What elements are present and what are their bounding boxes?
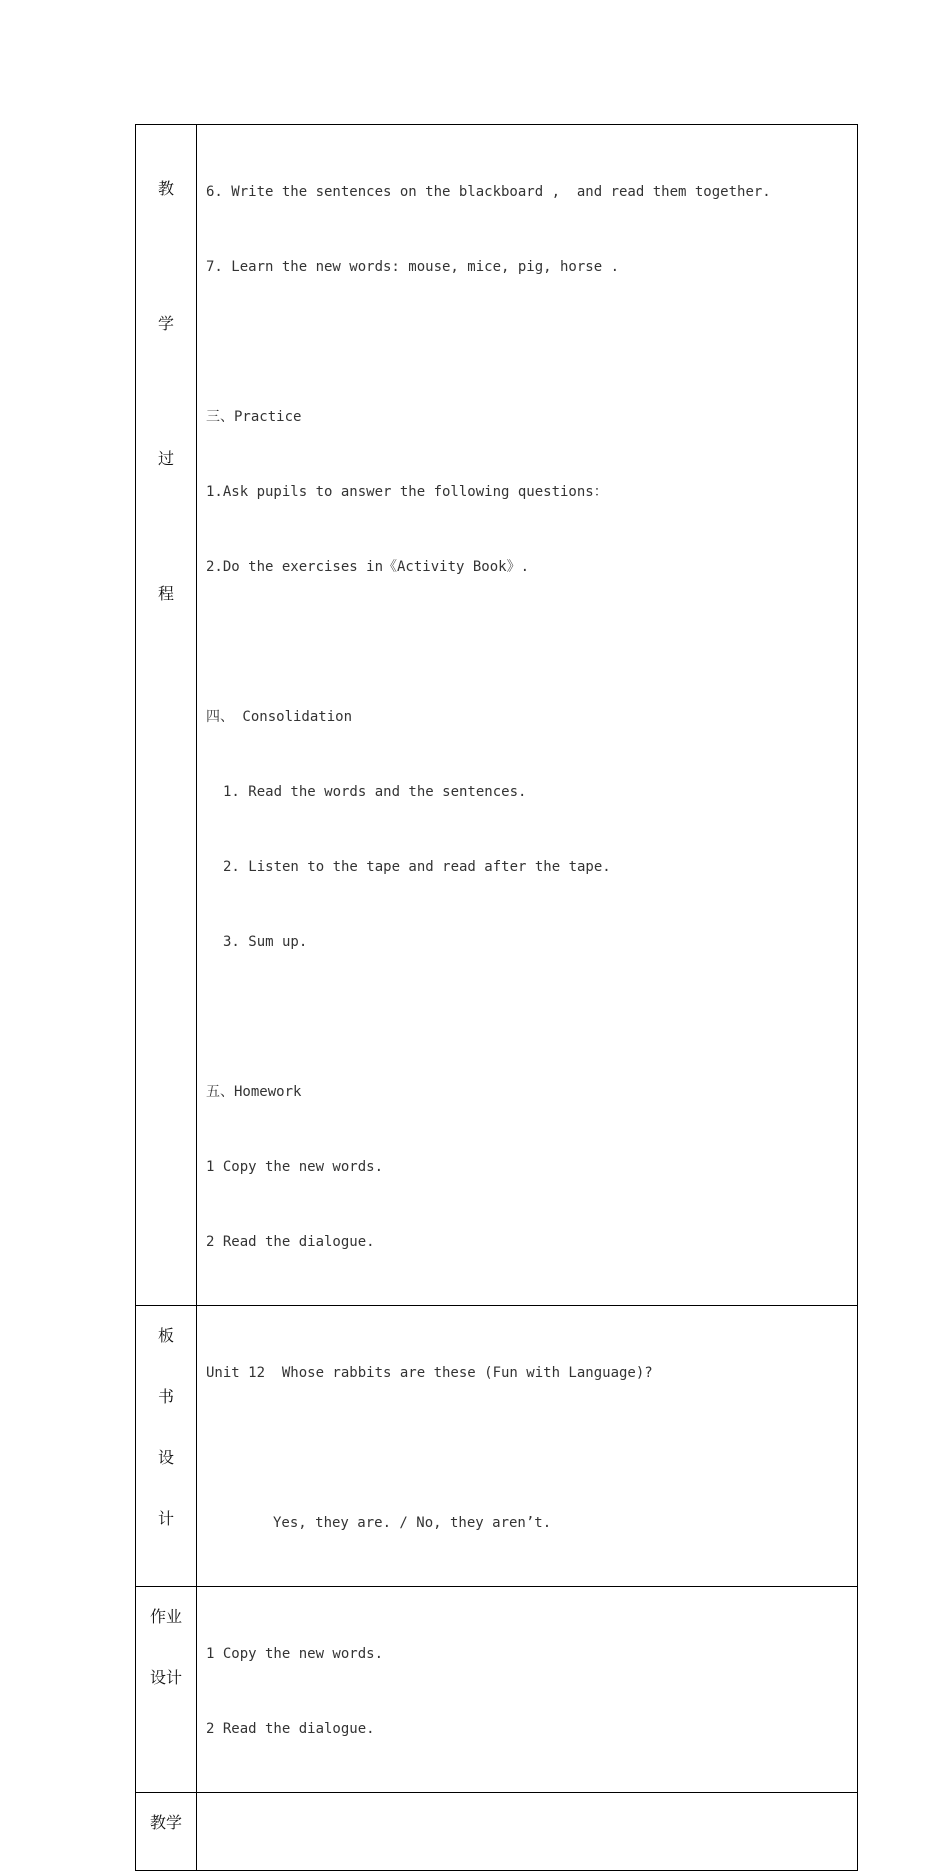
teaching-process-row: [136, 125, 858, 1306]
homework-heading: 五、Homework: [206, 1084, 302, 1100]
teaching-process-content: [197, 125, 858, 1306]
teaching-reflection-row: [136, 1793, 858, 1871]
practice-item-2: 2.Do the exercises in《Activity Book》.: [206, 559, 530, 575]
blank-line: [206, 330, 857, 355]
consolidation-item-3: 3. Sum up.: [223, 934, 308, 950]
board-label-char-1: 板: [157, 1326, 174, 1345]
homework-label-line-1: 作业: [149, 1607, 182, 1626]
homework-design-item-1: 1 Copy the new words.: [206, 1646, 384, 1662]
blank-line: [206, 630, 857, 655]
homework-label-line-2: 设计: [149, 1668, 182, 1687]
practice-heading: 三、Practice: [206, 409, 302, 425]
homework-item-2: 2 Read the dialogue.: [206, 1234, 375, 1250]
consolidation-item-1: 1. Read the words and the sentences.: [223, 784, 527, 800]
board-design-label-cell: [136, 1306, 197, 1587]
process-label-char-3: 过: [157, 449, 174, 468]
board-design-row: [136, 1306, 858, 1587]
consolidation-heading: 四、 Consolidation: [206, 709, 353, 725]
lesson-plan-table: [135, 124, 858, 1871]
process-label-char-4: 程: [157, 584, 174, 603]
homework-design-row: [136, 1587, 858, 1793]
board-design-content: [197, 1306, 858, 1587]
teaching-reflection-content: [197, 1793, 858, 1871]
homework-item-1: 1 Copy the new words.: [206, 1159, 384, 1175]
blank-line: [206, 1005, 857, 1030]
homework-design-item-2: 2 Read the dialogue.: [206, 1721, 375, 1737]
consolidation-item-2: 2. Listen to the tape and read after the tape.: [223, 859, 611, 875]
board-answer: Yes, they are. / No, they aren’t.: [273, 1515, 552, 1531]
homework-design-label-cell: [136, 1587, 197, 1793]
board-label-char-2: 书: [157, 1387, 174, 1406]
process-label-char-2: 学: [157, 314, 174, 333]
process-step-7: 7. Learn the new words: mouse, mice, pig, horse .: [206, 259, 620, 275]
homework-design-content: [197, 1587, 858, 1793]
process-label-char-1: 教: [157, 179, 174, 198]
board-title: Unit 12 Whose rabbits are these (Fun with Language)?: [206, 1365, 653, 1381]
blank-line: [206, 1436, 857, 1461]
teaching-reflection-label-cell: [136, 1793, 197, 1871]
teaching-process-label-cell: [136, 125, 197, 1306]
board-label-char-3: 设: [157, 1448, 174, 1467]
board-label-char-4: 计: [157, 1509, 174, 1528]
reflection-label: 教学: [149, 1813, 182, 1832]
process-step-6: 6. Write the sentences on the blackboard , and read them together.: [206, 184, 771, 200]
practice-item-1: 1.Ask pupils to answer the following questions：: [206, 484, 608, 500]
